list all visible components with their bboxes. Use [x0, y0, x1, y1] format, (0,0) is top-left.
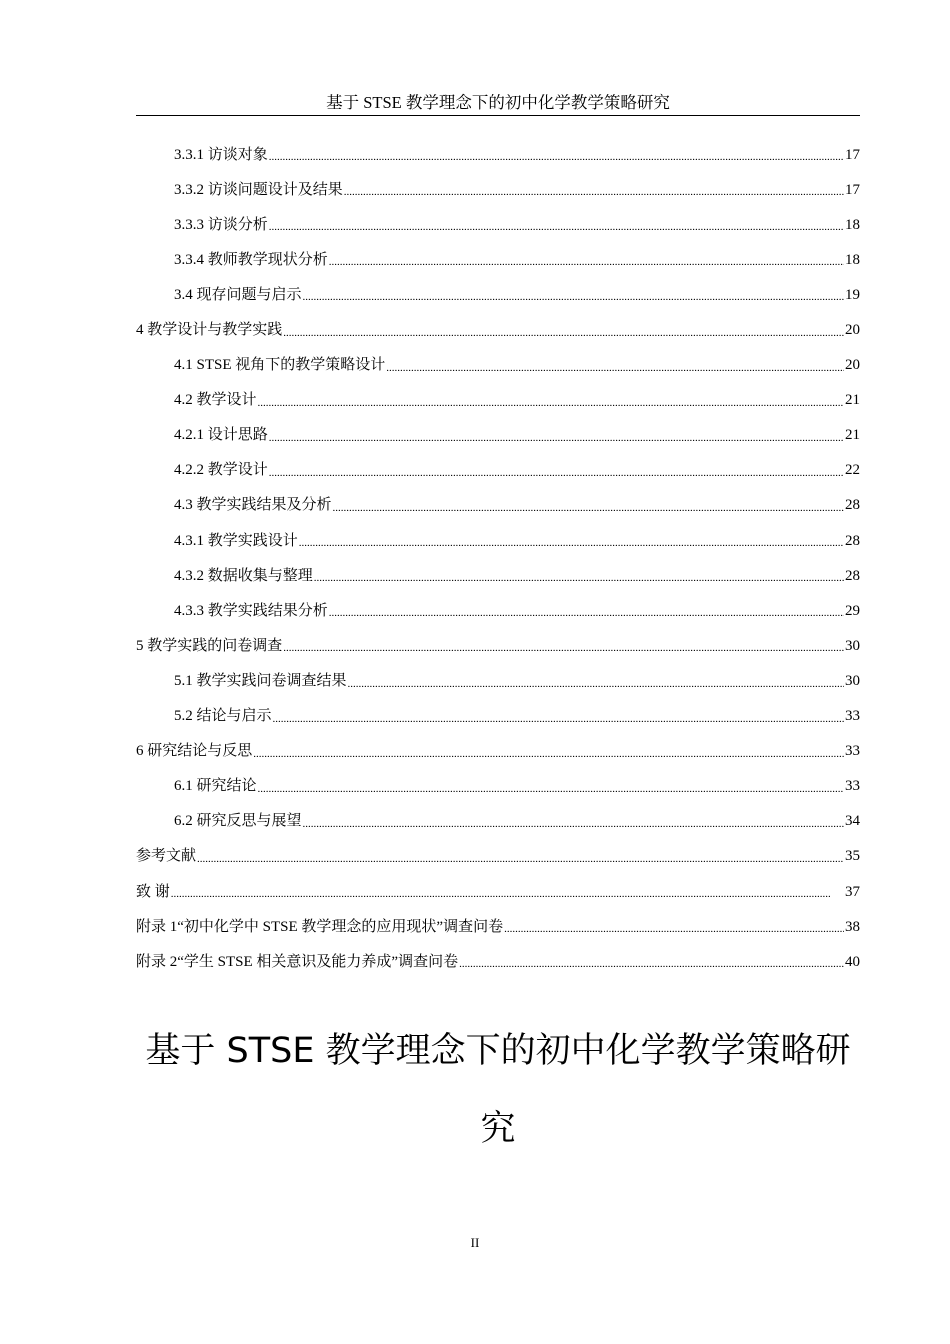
toc-entry-title: 6.1 研究结论 [174, 778, 257, 795]
document-title-line-1: 基于 STSE 教学理念下的初中化学教学策略研 [145, 1031, 851, 1071]
toc-dot-leader [386, 358, 844, 383]
toc-entry[interactable] [136, 593, 860, 628]
toc-entry[interactable] [136, 769, 860, 804]
toc-entry[interactable] [136, 172, 860, 207]
toc-entry-title: 致 谢 [136, 883, 170, 900]
toc-entry[interactable] [136, 628, 860, 663]
toc-entry[interactable] [136, 523, 860, 558]
toc-entry-title: 附录 1“初中化学中 STSE 教学理念的应用现状”调查问卷 [136, 918, 504, 935]
toc-dot-leader [329, 252, 844, 277]
toc-entry-title: 4.3.2 数据收集与整理 [174, 567, 313, 584]
toc-entry-page-number: 19 [845, 286, 860, 303]
toc-dot-leader [269, 217, 844, 242]
document-title [136, 1012, 860, 1168]
toc-entry-page-number: 37 [845, 883, 860, 900]
toc-entry-page-number: 33 [845, 743, 860, 760]
toc-entry-title: 6.2 研究反思与展望 [174, 813, 302, 830]
toc-entry-page-number: 34 [845, 813, 860, 830]
toc-entry-page-number: 28 [845, 567, 860, 584]
toc-dot-leader [273, 709, 844, 734]
toc-entry-title: 4.1 STSE 视角下的教学策略设计 [174, 357, 386, 374]
toc-entry-title: 4.3.1 教学实践设计 [174, 532, 298, 549]
toc-entry-title: 3.3.1 访谈对象 [174, 146, 268, 163]
toc-entry-page-number: 28 [845, 532, 860, 549]
toc-entry-title: 6 研究结论与反思 [136, 743, 253, 760]
toc-entry[interactable] [136, 242, 860, 277]
toc-entry-page-number: 20 [845, 357, 860, 374]
toc-entry-title: 3.3.3 访谈分析 [174, 216, 268, 233]
toc-entry-page-number: 17 [845, 146, 860, 163]
toc-dot-leader [269, 463, 844, 488]
toc-entry-page-number: 30 [845, 672, 860, 689]
toc-dot-leader [329, 603, 844, 628]
toc-dot-leader [197, 849, 844, 874]
toc-entry-title: 3.3.4 教师教学现状分析 [174, 251, 328, 268]
toc-entry-title: 5.1 教学实践问卷调查结果 [174, 672, 347, 689]
toc-dot-leader [348, 674, 844, 699]
toc-dot-leader [171, 884, 844, 909]
table-of-contents [136, 137, 860, 979]
toc-entry-title: 3.3.2 访谈问题设计及结果 [174, 181, 343, 198]
toc-entry-page-number: 22 [845, 462, 860, 479]
toc-dot-leader [303, 814, 844, 839]
document-title-line-2: 究 [480, 1109, 516, 1149]
toc-entry-title: 4.3 教学实践结果及分析 [174, 497, 332, 514]
toc-entry[interactable] [136, 348, 860, 383]
toc-entry-title: 3.4 现存问题与启示 [174, 286, 302, 303]
toc-dot-leader [333, 498, 844, 523]
toc-dot-leader [504, 919, 844, 944]
toc-entry[interactable] [136, 874, 860, 909]
toc-entry-page-number: 17 [845, 181, 860, 198]
toc-dot-leader [269, 147, 844, 172]
toc-entry[interactable] [136, 383, 860, 418]
toc-entry-page-number: 33 [845, 708, 860, 725]
toc-entry[interactable] [136, 277, 860, 312]
toc-entry-title: 4.2.2 教学设计 [174, 462, 268, 479]
toc-entry[interactable] [136, 453, 860, 488]
toc-entry-title: 4 教学设计与教学实践 [136, 322, 283, 339]
toc-dot-leader [299, 533, 844, 558]
toc-dot-leader [258, 779, 844, 804]
toc-entry[interactable] [136, 137, 860, 172]
toc-entry-page-number: 20 [845, 322, 860, 339]
toc-dot-leader [258, 393, 844, 418]
toc-entry-page-number: 30 [845, 637, 860, 654]
toc-entry-page-number: 21 [845, 392, 860, 409]
toc-entry-page-number: 38 [845, 918, 860, 935]
toc-entry-page-number: 29 [845, 602, 860, 619]
toc-dot-leader [283, 323, 844, 348]
toc-entry[interactable] [136, 804, 860, 839]
toc-entry-page-number: 18 [845, 251, 860, 268]
toc-entry-title: 4.3.3 教学实践结果分析 [174, 602, 328, 619]
toc-entry-page-number: 21 [845, 427, 860, 444]
toc-entry[interactable] [136, 312, 860, 347]
toc-entry[interactable] [136, 734, 860, 769]
toc-entry[interactable] [136, 488, 860, 523]
toc-entry-title: 4.2 教学设计 [174, 392, 257, 409]
toc-dot-leader [253, 744, 844, 769]
toc-entry-page-number: 28 [845, 497, 860, 514]
toc-entry[interactable] [136, 558, 860, 593]
toc-entry-title: 5.2 结论与启示 [174, 708, 272, 725]
toc-entry-title: 参考文献 [136, 848, 197, 865]
running-header: 基于 STSE 教学理念下的初中化学教学策略研究 [326, 93, 670, 112]
toc-entry[interactable] [136, 207, 860, 242]
toc-entry[interactable] [136, 839, 860, 874]
toc-entry[interactable] [136, 944, 860, 979]
toc-entry-page-number: 33 [845, 778, 860, 795]
toc-dot-leader [344, 182, 844, 207]
toc-entry-page-number: 35 [845, 848, 860, 865]
toc-entry[interactable] [136, 663, 860, 698]
toc-entry[interactable] [136, 909, 860, 944]
toc-entry-title: 附录 2“学生 STSE 相关意识及能力养成”调查问卷 [136, 953, 459, 970]
header-rule [136, 115, 860, 116]
toc-dot-leader [459, 954, 844, 979]
toc-entry[interactable] [136, 418, 860, 453]
toc-dot-leader [303, 287, 844, 312]
toc-entry-title: 4.2.1 设计思路 [174, 427, 268, 444]
toc-entry-title: 5 教学实践的问卷调查 [136, 637, 283, 654]
toc-entry[interactable] [136, 699, 860, 734]
toc-entry-page-number: 40 [845, 953, 860, 970]
page-number: II [470, 1235, 480, 1250]
toc-dot-leader [283, 638, 844, 663]
toc-entry-page-number: 18 [845, 216, 860, 233]
toc-dot-leader [269, 428, 844, 453]
toc-dot-leader [314, 568, 844, 593]
